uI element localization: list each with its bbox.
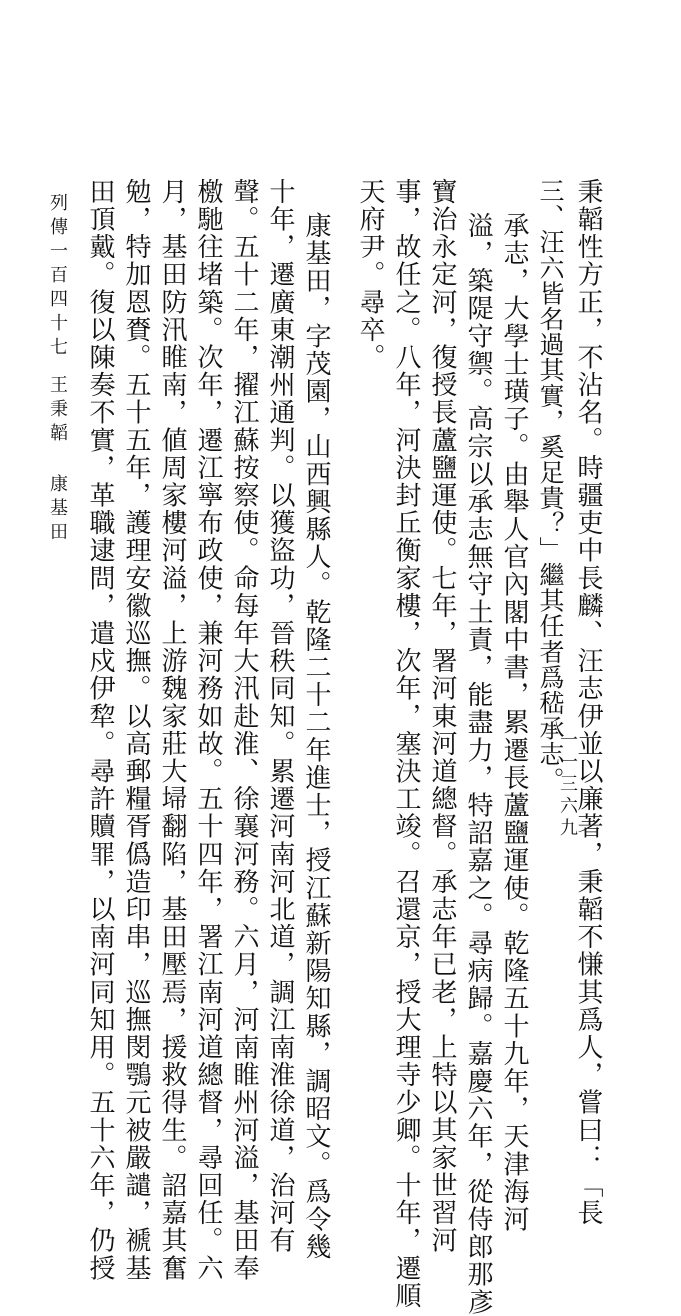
text-column-12: 月，基田防汛睢南，値周家樓河溢，上游魏家莊大埽翻陷，基田壓焉，援救得生。詔嘉其奮 — [157, 178, 187, 1282]
text-column-7: 天府尹。尋卒。 — [355, 178, 385, 372]
text-column-11: 檄馳往堵築。次年，遷江寧布政使，兼河務如故。五十四年，署江南河道總督，尋回任。六 — [193, 178, 223, 1282]
chapter-title: 列傳一百四十七 — [47, 193, 68, 361]
text-column-14: 田頂戴。復以陳奏不實，革職逮問，遣戍伊犂。尋許贖罪，以南河同知用。五十六年，仍授 — [85, 178, 115, 1282]
text-column-3: 承志，大學士璜子。由舉人官內閣中書，累遷長蘆鹽運使。乾隆五十九年，天津海河 — [499, 212, 529, 1234]
page-number: 一一三六九 — [557, 730, 578, 840]
text-column-1: 秉韜性方正，不沾名。時疆吏中長麟、汪志伊並以廉著，秉韜不慊其爲人，嘗曰：「長 — [573, 178, 603, 1227]
text-column-6: 事，故任之。八年，河決封丘衡家樓，次年，塞決工竣。召還京，授大理寺少卿。十年，遷順 — [391, 178, 421, 1310]
section-names: 王秉韜 康基田 — [47, 375, 68, 546]
text-column-5: 寶治永定河，復授長蘆鹽運使。七年，署河東河道總督。承志年已老，上特以其家世習河 — [427, 178, 457, 1255]
text-column-4: 溢，築隄守禦。高宗以承志無守土責，能盡力，特詔嘉之。尋病歸。嘉慶六年，從侍郎那彥 — [463, 212, 493, 1316]
text-column-10: 聲。五十二年，擢江蘇按察使。命每年大汛赴淮、徐襄河務。六月，河南睢州河溢，基田奉 — [229, 178, 259, 1282]
text-column-2: 三、汪六皆名過其實，奚足貴？」繼其任者爲嵇承志。 — [536, 178, 565, 793]
text-column-9: 十年，遷廣東潮州通判。以獲盜功，晉秩同知。累遷河南河北道，調江南淮徐道，治河有 — [265, 178, 295, 1255]
text-column-8: 康基田，字茂園，山西興縣人。乾隆二十二年進士，授江蘇新陽知縣，調昭文。爲令幾 — [301, 212, 331, 1261]
text-column-13: 勉，特加恩賚。五十五年，護理安徽巡撫。以高郵糧胥僞造印串，巡撫閔鶚元被嚴譴，褫基 — [121, 178, 151, 1282]
